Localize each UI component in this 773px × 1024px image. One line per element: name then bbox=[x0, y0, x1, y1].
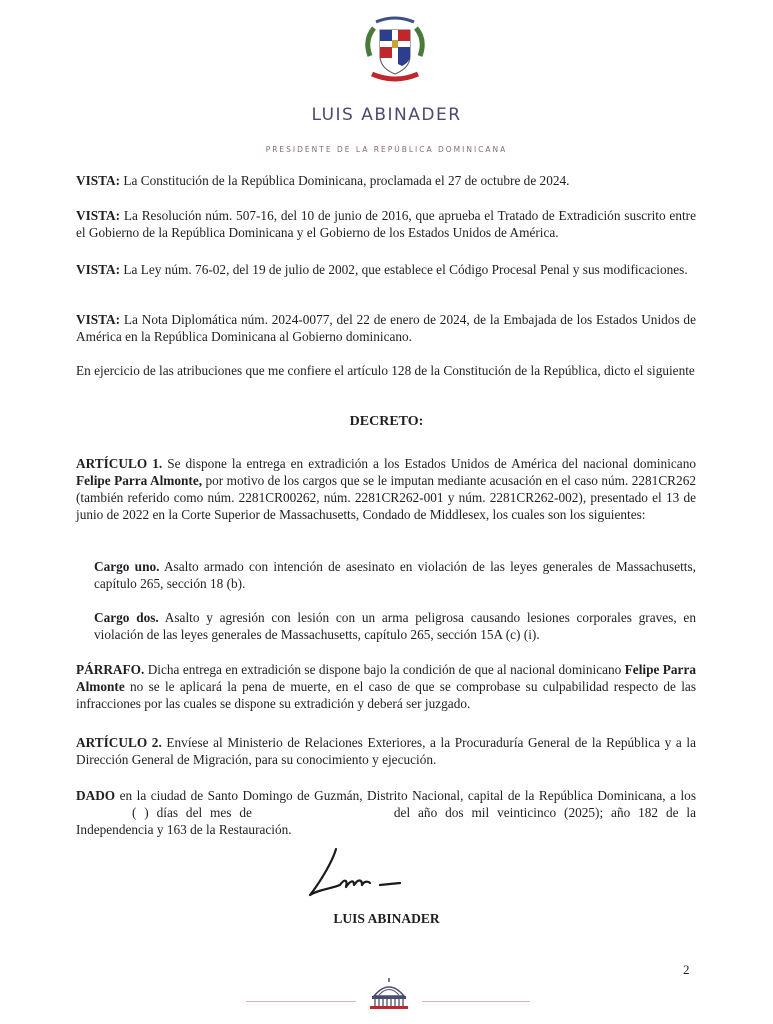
dado-label: DADO bbox=[76, 788, 116, 803]
parrafo bbox=[76, 661, 696, 712]
vista-text: La Ley núm. 76-02, del 19 de julio de 2002, que establece el Código Procesal Penal y sus modificaciones. bbox=[120, 262, 688, 277]
cargo-text: Asalto y agresión con lesión con un arma peligrosa causando lesiones corporales graves, en violación de las leyes generales de Massachusetts, capítulo 265, sección 15A (c) (i). bbox=[94, 610, 696, 642]
footer-divider-left bbox=[246, 1001, 356, 1002]
footer-divider-right bbox=[422, 1001, 530, 1002]
parrafo-text-b: no se le aplicará la pena de muerte, en el caso de que se comprobase su culpabilidad respecto de las infracciones por las cuales se dispone su extradición y deberá ser juzgado. bbox=[76, 679, 696, 711]
articulo-1-text-b: por motivo de los cargos que se le imputan mediante acusación en el caso núm. 2281CR262 (también referido como núm. 2281CR00262, núm. 2281CR262-001 y núm. 2281CR262-002), presentado el 13 de junio de 2022 en la Corte Superior de Massachusetts, Condado de Middlesex, los cuales son los siguientes: bbox=[76, 473, 696, 522]
vista-label: VISTA: bbox=[76, 262, 121, 277]
parrafo-name: Felipe Parra Almonte bbox=[76, 662, 696, 694]
signature bbox=[300, 845, 415, 905]
page-number: 2 bbox=[683, 962, 690, 977]
vista-text: La Resolución núm. 507-16, del 10 de junio de 2016, que aprueba el Tratado de Extradición suscrito entre el Gobierno de la República Dominicana y el Gobierno de los Estados Unidos de América. bbox=[76, 208, 696, 240]
dado-text-a: en la ciudad de Santo Domingo de Guzmán, Distrito Nacional, capital de la República Dominicana, a los bbox=[115, 788, 696, 803]
cargo-label: Cargo uno. bbox=[94, 559, 160, 574]
decreto-heading: DECRETO: bbox=[349, 414, 424, 429]
articulo-1-text-a: Se dispone la entrega en extradición a los Estados Unidos de América del nacional dominicano bbox=[162, 456, 696, 471]
vista-label: VISTA: bbox=[76, 208, 121, 223]
coat-of-arms-emblem bbox=[362, 16, 428, 86]
president-title-header: PRESIDENTE DE LA REPÚBLICA DOMINICANA bbox=[265, 145, 508, 154]
articulo-2-text: Envíese al Ministerio de Relaciones Exteriores, a la Procuraduría General de la República y a la Dirección General de Migración, para su conocimiento y ejecución. bbox=[76, 735, 696, 767]
signer-name: LUIS ABINADER bbox=[333, 911, 440, 926]
articulo-1-label: ARTÍCULO 1. bbox=[76, 456, 163, 471]
articulo-2-label: ARTÍCULO 2. bbox=[76, 735, 162, 750]
dado-text-b: ( ) días del mes de bbox=[132, 805, 252, 820]
vista-2 bbox=[76, 207, 696, 241]
dado-text-c: del año dos mil veinticinco (2025); año 182 de la Independencia y 163 de la Restauración. bbox=[76, 805, 696, 837]
palace-dome-icon bbox=[366, 976, 412, 1010]
vista-label: VISTA: bbox=[76, 173, 121, 188]
parrafo-label: PÁRRAFO. bbox=[76, 662, 145, 677]
vista-3 bbox=[76, 261, 696, 278]
vista-text: La Constitución de la República Dominicana, proclamada el 27 de octubre de 2024. bbox=[120, 173, 570, 188]
articulo-1-name: Felipe Parra Almonte, bbox=[76, 473, 203, 488]
vista-text: La Nota Diplomática núm. 2024-0077, del 22 de enero de 2024, de la Embajada de los Estados Unidos de América en la República Dominicana al Gobierno dominicano. bbox=[76, 312, 696, 344]
cargo-label: Cargo dos. bbox=[94, 610, 159, 625]
dado-paragraph bbox=[76, 787, 696, 838]
president-name-header: LUIS ABINADER bbox=[311, 105, 462, 125]
exercise-paragraph: En ejercicio de las atribuciones que me confiere el artículo 128 de la Constitución de la República, dicto el siguiente bbox=[76, 363, 695, 378]
vista-4 bbox=[76, 311, 696, 345]
cargo-uno bbox=[94, 558, 696, 592]
vista-1 bbox=[76, 172, 696, 189]
cargo-dos bbox=[94, 609, 696, 643]
articulo-2 bbox=[76, 734, 696, 768]
parrafo-text-a: Dicha entrega en extradición se dispone bajo la condición de que al nacional dominicano bbox=[144, 662, 625, 677]
cargo-text: Asalto armado con intención de asesinato en violación de las leyes generales de Massachusetts, capítulo 265, sección 18 (b). bbox=[94, 559, 696, 591]
vista-label: VISTA: bbox=[76, 312, 121, 327]
articulo-1 bbox=[76, 455, 696, 523]
